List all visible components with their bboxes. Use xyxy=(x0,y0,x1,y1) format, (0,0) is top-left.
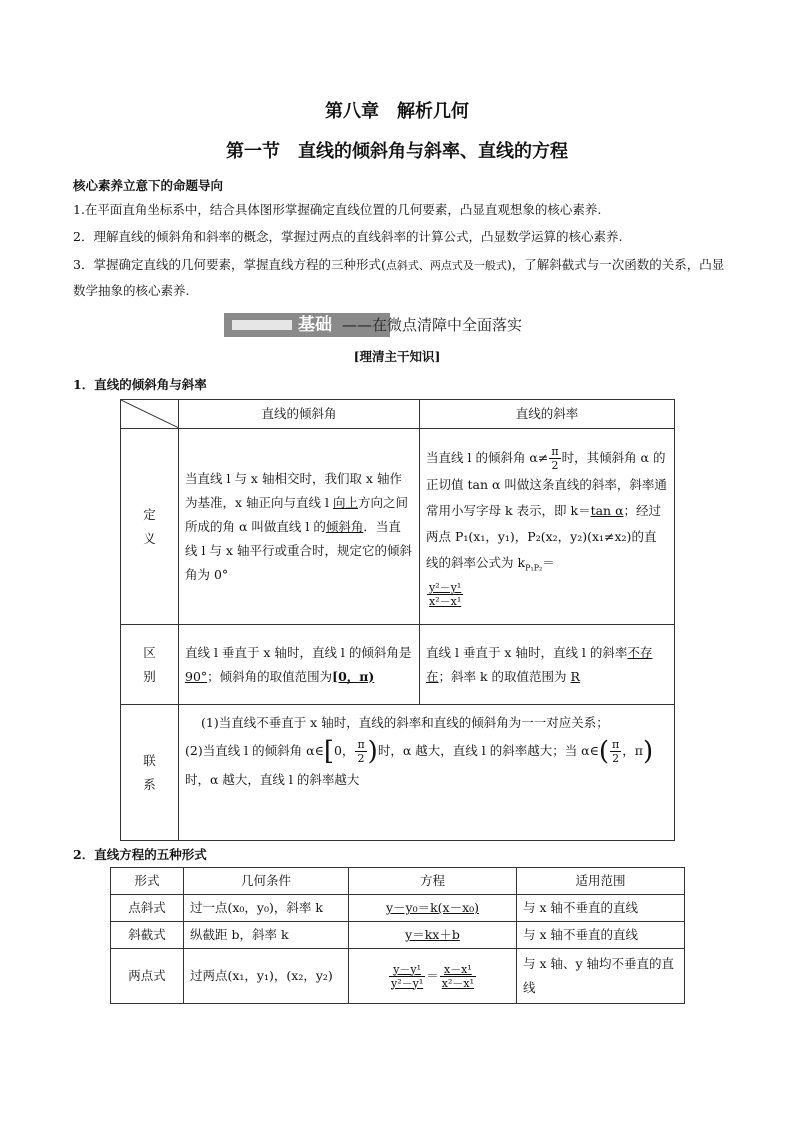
section-banner xyxy=(224,313,567,337)
intro-item-2: 2．理解直线的倾斜角和斜率的概念，掌握过两点的直线斜率的计算公式，凸显数学运算的核心素养. xyxy=(73,229,623,244)
row-label-difference: 区 别 xyxy=(121,625,179,705)
two-point-equation: $\frac{\text{y－y¹}}{\text{y²－y¹}}$ ＝ $\frac{\text{x－x¹}}{\text{x²－x¹}}$ xyxy=(349,949,517,1004)
part1-title: 1．直线的倾斜角与斜率 xyxy=(73,377,207,392)
table-row: 点斜式 过一点(x₀，y₀)，斜率 k y－y₀＝k(x－x₀) 与 x 轴不垂直的直线 xyxy=(111,895,685,922)
banner-subtitle: ——在微点清障中全面落实 xyxy=(342,316,523,334)
banner-word: 基础 xyxy=(298,315,332,335)
table-row: 斜截式 纵截距 b，斜率 k y＝kx＋b 与 x 轴不垂直的直线 xyxy=(111,922,685,949)
intro-item-1: 1.在平面直角坐标系中，结合具体图形掌握确定直线位置的几何要素，凸显直观想象的核心素养. xyxy=(73,202,602,217)
knowledge-label: [理清主干知识] xyxy=(353,349,441,364)
intro-item-3-highlight: 点斜式、两点式及一般式 xyxy=(385,259,507,272)
diagonal-line xyxy=(121,400,179,428)
difference-slope: 直线 l 垂直于 x 轴时，直线 l 的斜率不存在；斜率 k 的取值范围为 R xyxy=(420,625,675,705)
header-form: 形式 xyxy=(111,868,184,895)
slope-formula: $\frac{\text{y²－y¹}}{\text{x²－x¹}}$ xyxy=(429,581,462,609)
chapter-title: 第八章 解析几何 xyxy=(325,101,469,122)
intro-item-3: 3．掌握确定直线的几何要素，掌握直线方程的三种形式(点斜式、两点式及一般式)，了解斜截式与一次函数的关系，凸显数学抽象的核心素养. xyxy=(73,257,725,298)
header-scope: 适用范围 xyxy=(517,868,685,895)
diagonal-header-cell xyxy=(121,400,179,429)
pi-over-two: $\frac{\pi}{2}$ xyxy=(551,444,559,472)
row-label-relation: 联 系 xyxy=(121,705,179,841)
relation-cell: (1)当直线不垂直于 x 轴时，直线的斜率和直线的倾斜角为一一对应关系； (2)当直线 l 的倾斜角 α∈[0， $\frac{\pi}{2}$ )时，α 越大，直线 l 的斜率越大；当 α∈( $\frac{\pi}{2}$ ，π) 时，α 越大，直线 l 的斜率越大 xyxy=(179,705,675,841)
row-label-definition: 定 义 xyxy=(121,429,179,625)
table-row: 两点式 过两点(x₁，y₁)，(x₂，y₂) $\frac{\text{y－y¹}}{\text{y²－y¹}}$ ＝ $\frac{\text{x－x¹}}{\text{x²－x¹}}$ 与 x 轴、y 轴均不垂直的直线 xyxy=(111,949,685,1004)
line-equation-table xyxy=(110,867,685,1004)
difference-angle: 直线 l 垂直于 x 轴时，直线 l 的倾斜角是 90°；倾斜角的取值范围为[0，π) xyxy=(179,625,420,705)
header-slope: 直线的斜率 xyxy=(420,400,675,429)
banner-bar xyxy=(232,320,292,330)
section-title: 第一节 直线的倾斜角与斜率、直线的方程 xyxy=(226,141,568,162)
header-condition: 几何条件 xyxy=(184,868,349,895)
intro-heading: 核心素养立意下的命题导向 xyxy=(73,178,224,193)
header-angle: 直线的倾斜角 xyxy=(179,400,420,429)
definition-slope: 当直线 l 的倾斜角 α≠ $\frac{\pi}{2}$ 时，其倾斜角 α 的正切值 tan α 叫做这条直线的斜率，斜率通常用小写字母 k 表示，即 k＝tan α；经过两点 P₁(x₁，y₁)，P₂(x₂，y₂)(x₁≠x₂)的直线的斜率公式为 $k_{P_1P_2}=$ $\frac{\text{y²－y¹}}{\text{x²－x¹}}$ xyxy=(420,429,675,625)
angle-slope-table xyxy=(120,399,675,841)
part2-title: 2．直线方程的五种形式 xyxy=(73,847,207,862)
definition-angle: 当直线 l 与 x 轴相交时，我们取 x 轴作为基准，x 轴正向与直线 l 向上方向之间所成的角 α 叫做直线 l 的倾斜角．当直线 l 与 x 轴平行或重合时，规定它的倾斜角为 0° xyxy=(179,429,420,625)
header-equation: 方程 xyxy=(349,868,517,895)
